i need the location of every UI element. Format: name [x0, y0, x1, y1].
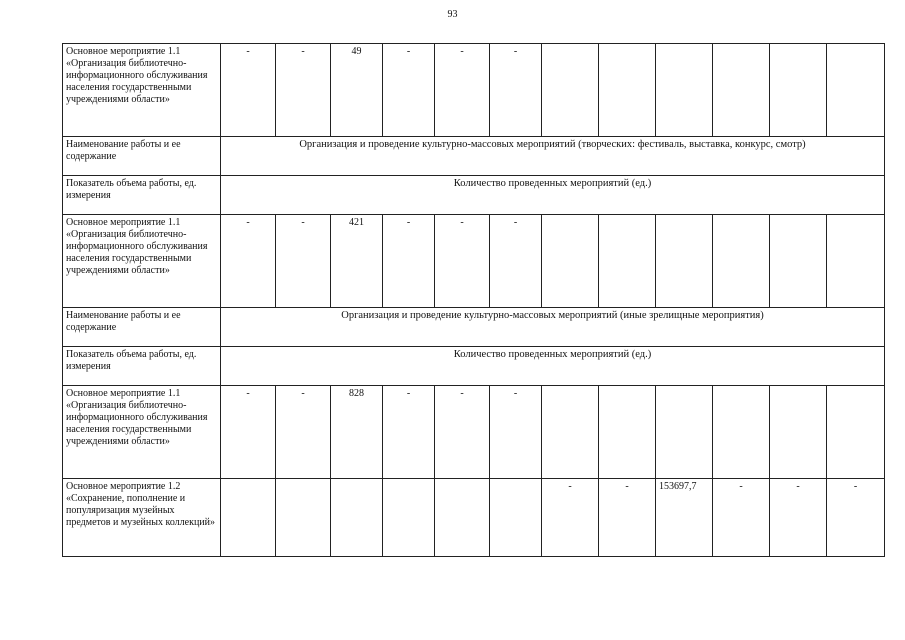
table-cell: -	[383, 215, 435, 308]
row-label: Показатель объема работы, ед. измерения	[63, 347, 221, 386]
table-cell	[542, 44, 599, 137]
table-cell	[713, 44, 770, 137]
row-label: Основное мероприятие 1.1 «Организация библиотечно-информационного обслуживания населения государственными учреждениями области»	[63, 386, 221, 479]
table-cell: 153697,7	[656, 479, 713, 557]
row-label: Наименование работы и ее содержание	[63, 308, 221, 347]
table-row	[63, 44, 885, 137]
table-row-description	[63, 347, 885, 386]
table-cell	[542, 215, 599, 308]
table-cell: -	[383, 44, 435, 137]
table-cell: -	[435, 386, 490, 479]
table-cell	[656, 44, 713, 137]
row-description: Количество проведенных мероприятий (ед.)	[221, 347, 885, 386]
table-cell: 828	[331, 386, 383, 479]
table-cell: -	[490, 44, 542, 137]
table-body	[63, 44, 885, 557]
table-cell: -	[713, 479, 770, 557]
table-cell: -	[383, 386, 435, 479]
table-cell: -	[827, 479, 885, 557]
table-cell	[770, 44, 827, 137]
table-cell: -	[221, 215, 276, 308]
table-cell	[490, 479, 542, 557]
page-number: 93	[447, 9, 458, 20]
table-cell	[599, 215, 656, 308]
table-cell	[713, 215, 770, 308]
table-cell	[827, 386, 885, 479]
table-cell	[599, 386, 656, 479]
table-cell	[599, 44, 656, 137]
row-description: Организация и проведение культурно-массовых мероприятий (иные зрелищные мероприятия)	[221, 308, 885, 347]
table-cell: 49	[331, 44, 383, 137]
budget-table	[62, 43, 885, 557]
table-cell: -	[221, 386, 276, 479]
table-row-description	[63, 176, 885, 215]
table-cell	[827, 44, 885, 137]
table-cell: -	[770, 479, 827, 557]
table-cell: -	[490, 386, 542, 479]
table-cell: -	[276, 44, 331, 137]
table-cell: -	[435, 215, 490, 308]
row-label: Основное мероприятие 1.2 «Сохранение, пополнение и популяризация музейных предметов и музейных коллекций»	[63, 479, 221, 557]
table-cell	[770, 386, 827, 479]
table-cell	[770, 215, 827, 308]
row-label: Показатель объема работы, ед. измерения	[63, 176, 221, 215]
table-cell: -	[276, 386, 331, 479]
row-label: Наименование работы и ее содержание	[63, 137, 221, 176]
table-cell: -	[221, 44, 276, 137]
table-row-description	[63, 308, 885, 347]
table-cell	[656, 386, 713, 479]
table-cell: -	[599, 479, 656, 557]
table-row-description	[63, 137, 885, 176]
table-cell: 421	[331, 215, 383, 308]
table-cell	[713, 386, 770, 479]
table-cell: -	[490, 215, 542, 308]
table-cell	[827, 215, 885, 308]
row-description: Количество проведенных мероприятий (ед.)	[221, 176, 885, 215]
table-row	[63, 215, 885, 308]
table-cell	[435, 479, 490, 557]
row-description: Организация и проведение культурно-массовых мероприятий (творческих: фестиваль, выставка, конкурс, смотр)	[221, 137, 885, 176]
table-cell	[383, 479, 435, 557]
table-cell	[656, 215, 713, 308]
row-label: Основное мероприятие 1.1 «Организация библиотечно-информационного обслуживания населения государственными учреждениями области»	[63, 44, 221, 137]
table-cell	[331, 479, 383, 557]
table-cell	[276, 479, 331, 557]
table-cell	[221, 479, 276, 557]
table-cell	[542, 386, 599, 479]
table-row	[63, 386, 885, 479]
row-label: Основное мероприятие 1.1 «Организация библиотечно-информационного обслуживания населения государственными учреждениями области»	[63, 215, 221, 308]
table-cell: -	[542, 479, 599, 557]
table-cell: -	[435, 44, 490, 137]
table-cell: -	[276, 215, 331, 308]
table-row	[63, 479, 885, 557]
